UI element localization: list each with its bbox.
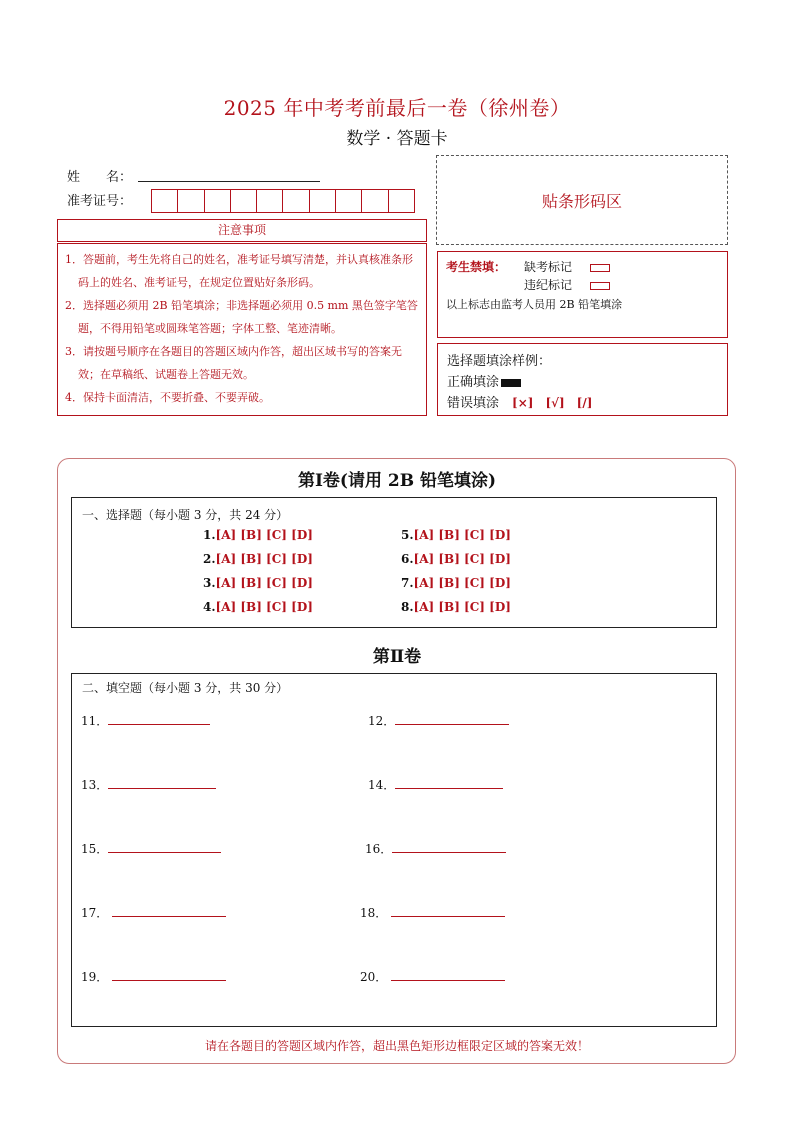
- correct-fill-label: 正确填涂: [447, 375, 500, 390]
- id-digit-box[interactable]: [336, 190, 362, 212]
- fill-sample-box: [437, 343, 728, 416]
- blank-item[interactable]: 12．: [368, 712, 509, 729]
- id-digit-box[interactable]: [257, 190, 283, 212]
- notes-box: [57, 243, 427, 416]
- note-item: 1．答题前，考生先将自己的姓名，准考证号填写清楚，并认真核准条形码上的姓名、准考证号，在规定位置贴好条形码。: [65, 253, 413, 289]
- blank-item[interactable]: 15．: [81, 840, 221, 857]
- id-digit-box[interactable]: [362, 190, 388, 212]
- sample-title: 选择题填涂样例：: [447, 354, 552, 369]
- barcode-label: 贴条形码区: [541, 191, 622, 211]
- violation-mark-box[interactable]: [590, 282, 610, 290]
- note-item: 2．选择题必须用 2B 铅笔填涂；非选择题必须用 0.5 mm 黑色签字笔答题，不得用铅笔或圆珠笔答题；字体工整、笔迹清晰。: [65, 299, 418, 335]
- blank-item[interactable]: 18．: [360, 904, 505, 921]
- page-title: 2025 年中考考前最后一卷（徐州卷）: [223, 96, 571, 120]
- barcode-area: [436, 155, 728, 245]
- choice-section: [71, 497, 717, 628]
- wrong-fill-label: 错误填涂: [447, 396, 500, 411]
- id-digit-box[interactable]: [178, 190, 204, 212]
- choice-row[interactable]: 1.[A] [B] [C] [D]: [203, 528, 313, 542]
- choice-section-heading: 一、选择题（每小题 3 分，共 24 分）: [82, 508, 289, 522]
- choice-row[interactable]: 4.[A] [B] [C] [D]: [203, 600, 313, 614]
- page-subtitle: 数学 · 答题卡: [346, 129, 448, 149]
- id-digit-box[interactable]: [205, 190, 231, 212]
- choice-row[interactable]: 5.[A] [B] [C] [D]: [401, 528, 511, 542]
- id-digit-box[interactable]: [389, 190, 414, 212]
- choice-row[interactable]: 7.[A] [B] [C] [D]: [401, 576, 511, 590]
- note-item: 3．请按题号顺序在各题目的答题区域内作答，超出区域书写的答案无效；在草稿纸、试题卷上答题无效。: [65, 345, 402, 381]
- blank-item[interactable]: 20．: [360, 968, 505, 985]
- exam-id-boxes[interactable]: [151, 189, 415, 213]
- part2-title: 第Ⅱ卷: [372, 647, 422, 667]
- id-digit-box[interactable]: [231, 190, 257, 212]
- ban-label: 考生禁填：: [446, 260, 507, 274]
- ban-note: 以上标志由监考人员用 2B 铅笔填涂: [446, 298, 623, 311]
- fill-blank-section-heading: 二、填空题（每小题 3 分，共 30 分）: [82, 681, 289, 695]
- footer-warning: 请在各题目的答题区域内作答，超出黑色矩形边框限定区域的答案无效！: [204, 1039, 589, 1053]
- choice-row[interactable]: 8.[A] [B] [C] [D]: [401, 600, 511, 614]
- violation-mark-label: 违纪标记: [524, 278, 573, 292]
- id-label: 准考证号：: [67, 194, 133, 209]
- fill-blank-section: [71, 673, 717, 1027]
- id-digit-box[interactable]: [283, 190, 309, 212]
- name-field[interactable]: [138, 181, 320, 182]
- part1-title: 第Ⅰ卷(请用 2B 铅笔填涂): [297, 471, 497, 491]
- wrong-fill-marks: [×] [√] [/]: [512, 396, 593, 410]
- blank-item[interactable]: 17．: [81, 904, 226, 921]
- id-digit-box[interactable]: [310, 190, 336, 212]
- blank-item[interactable]: 11．: [81, 712, 210, 729]
- correct-fill-mark: [501, 379, 521, 387]
- blank-item[interactable]: 13．: [81, 776, 216, 793]
- choice-row[interactable]: 6.[A] [B] [C] [D]: [401, 552, 511, 566]
- choice-row[interactable]: 3.[A] [B] [C] [D]: [203, 576, 313, 590]
- notes-heading: 注意事项: [57, 219, 427, 242]
- missing-mark-box[interactable]: [590, 264, 610, 272]
- blank-item[interactable]: 14．: [368, 776, 503, 793]
- name-label: 姓 名：: [67, 170, 133, 185]
- blank-item[interactable]: 19．: [81, 968, 226, 985]
- missing-mark-label: 缺考标记: [524, 260, 573, 274]
- choice-row[interactable]: 2.[A] [B] [C] [D]: [203, 552, 313, 566]
- note-item: 4．保持卡面清洁，不要折叠、不要弄破。: [65, 391, 270, 404]
- blank-item[interactable]: 16．: [365, 840, 506, 857]
- id-digit-box[interactable]: [152, 190, 178, 212]
- examiner-only-box: [437, 251, 728, 338]
